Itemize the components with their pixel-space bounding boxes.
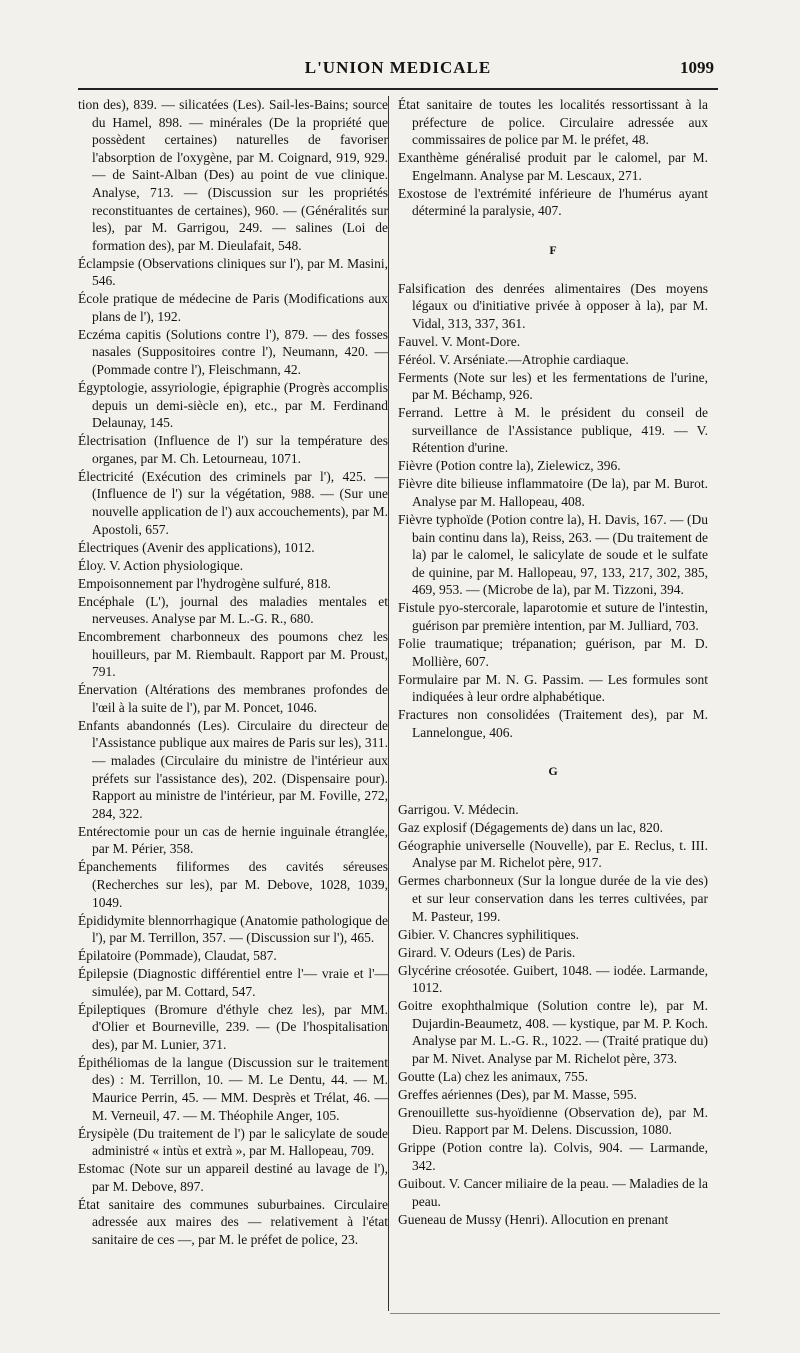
index-entry: Enfants abandonnés (Les). Circulaire du directeur de l'Assistance publique aux maires de Paris sur les), 311. — malades (Circulaire du ministre de l'intérieur aux préfets sur l'assistance des), 202. (Dispensaire pour). Rapport au ministre de l'intérieur, par M. Foville, 272, 284, 322. xyxy=(78,717,388,821)
index-entry: Exanthème généralisé produit par le calomel, par M. Engelmann. Analyse par M. Lescaux, 271. xyxy=(398,150,708,183)
section-letter-f: F xyxy=(549,242,557,257)
index-entry: Féréol. V. Arséniate.—Atrophie cardiaque. xyxy=(398,351,629,367)
section-g xyxy=(398,801,708,1228)
index-entry: Grippe (Potion contre la). Colvis, 904. — Larmande, 342. xyxy=(398,1140,708,1174)
index-entry: Encéphale (L'), journal des maladies mentales et nerveuses. Analyse par M. L.-G. R., 680. xyxy=(78,593,388,627)
page-header xyxy=(78,58,718,84)
index-entry: Électricité (Exécution des criminels par l'), 425. — (Influence de l') sur la végétation, 988. — (Sur une nouvelle application de l') aux accouchements), par M. Apostoli, 657. xyxy=(78,468,388,537)
index-entry: Formulaire par M. N. G. Passim. — Les formules sont indiquées à leur ordre alphabétique. xyxy=(398,671,708,705)
bottom-rule xyxy=(390,1313,720,1314)
index-entry: Fractures non consolidées (Traitement des), par M. Lannelongue, 406. xyxy=(398,707,708,740)
index-entry: Électrisation (Influence de l') sur la température des organes, par M. Ch. Letourneau, 1071. xyxy=(78,433,388,466)
index-entry: Empoisonnement par l'hydrogène sulfuré, 818. xyxy=(78,575,331,591)
index-entry: Électriques (Avenir des applications), 1012. xyxy=(78,539,315,555)
index-entry: Épileptiques (Bromure d'éthyle chez les), par MM. d'Olier et Bourneville, 239. — (De l'hospitalisation des), par M. Lunier, 371. xyxy=(78,1001,388,1052)
index-entry: Encombrement charbonneux des poumons chez les houilleurs, par M. Riembault. Rapport par M. Proust, 791. xyxy=(78,629,388,680)
index-entry: Ferments (Note sur les) et les fermentations de l'urine, par M. Béchamp, 926. xyxy=(398,369,708,403)
index-entry: Géographie universelle (Nouvelle), par E. Reclus, t. III. Analyse par M. Richelot père, 917. xyxy=(398,837,708,871)
index-entry: Fièvre dite bilieuse inflammatoire (De la), par M. Burot. Analyse par M. Hallopeau, 408. xyxy=(398,476,708,509)
index-entry: Estomac (Note sur un appareil destiné au lavage de l'), par M. Debove, 897. xyxy=(78,1161,388,1194)
index-entry: Épithéliomas de la langue (Discussion sur le traitement des) : M. Terrillon, 10. — M. Le Dentu, 44. — M. Maurice Perrin, 45. — MM. Desprès et Trélat, 46. — M. Verneuil, 47. — M. Théophile Anger, 105. xyxy=(78,1054,388,1123)
index-entry: Fistule pyo-stercorale, laparotomie et suture de l'intestin, guérison par première intention, par M. Julliard, 703. xyxy=(398,600,708,633)
index-entry: Éloy. V. Action physiologique. xyxy=(78,557,244,573)
index-entry: Glycérine créosotée. Guibert, 1048. — iodée. Larmande, 1012. xyxy=(398,962,708,996)
header-rule xyxy=(78,88,718,90)
index-entry: Exostose de l'extrémité inférieure de l'humérus ayant déterminé la paralysie, 407. xyxy=(398,185,708,219)
section-letter-g: G xyxy=(548,764,558,779)
index-entry: Entérectomie pour un cas de hernie inguinale étranglée, par M. Périer, 358. xyxy=(78,823,388,857)
index-entry: État sanitaire des communes suburbaines. Circulaire adressée aux maires des — relativement à l'état sanitaire de ces —, par M. le préfet de police, 23. xyxy=(78,1196,388,1247)
section-f xyxy=(398,280,708,742)
index-entry: Gaz explosif (Dégagements de) dans un lac, 820. xyxy=(398,819,664,835)
index-entry: Épilatoire (Pommade), Claudat, 587. xyxy=(78,948,277,964)
index-entry: École pratique de médecine de Paris (Modifications aux plans de l'), 192. xyxy=(78,291,388,324)
index-entry: Gibier. V. Chancres syphilitiques. xyxy=(398,926,579,942)
page-number: 1099 xyxy=(680,58,714,77)
index-entry: Falsification des denrées alimentaires (Des moyens légaux ou d'initiative privée à opposer à la), par M. Vidal, 313, 337, 361. xyxy=(398,280,708,331)
index-entry: Germes charbonneux (Sur la longue durée de la vie des) et sur leur conservation dans les terres cultivées, par M. Pasteur, 199. xyxy=(398,873,708,924)
index-entry: Eczéma capitis (Solutions contre l'), 879. — des fosses nasales (Suppositoires contre l'), Neumann, 420. — (Pommade contre l'), Fleischmann, 42. xyxy=(78,326,388,378)
index-entry: Érysipèle (Du traitement de l') par le salicylate de soude administré « intùs et extrà », par M. Hallopeau, 709. xyxy=(78,1125,388,1159)
column-divider xyxy=(388,96,389,1311)
index-entry: Folie traumatique; trépanation; guérison, par M. D. Mollière, 607. xyxy=(398,635,708,669)
index-entry: Égyptologie, assyriologie, épigraphie (Progrès accomplis depuis un demi-siècle en), etc., par M. Ferdinand Delaunay, 145. xyxy=(78,380,388,431)
index-entry: État sanitaire de toutes les localités ressortissant à la préfecture de police. Circulaire adressée aux commissaires de police par M. le préfet, 48. xyxy=(398,97,708,148)
index-entry: Gueneau de Mussy (Henri). Allocution en prenant xyxy=(398,1211,669,1227)
left-column xyxy=(78,96,388,1249)
index-entry: Goutte (La) chez les animaux, 755. xyxy=(398,1068,589,1084)
index-entry: Goitre exophthalmique (Solution contre le), par M. Dujardin-Beaumetz, 408. — kystique, par M. P. Koch. Analyse par M. L.-G. R., 1022. — (Traité pratique du) par M. Nivet. Analyse par M. Richelot père, 373. xyxy=(398,998,708,1066)
index-entry: Ferrand. Lettre à M. le président du conseil de surveillance de l'Assistance publique, 419. — V. Rétention d'urine. xyxy=(398,405,708,456)
index-entry: tion des), 839. — silicatées (Les). Sail-les-Bains; source du Hamel, 898. — minérales (De la propriété que possèdent certaines) naturelles de favoriser l'absorption de l'oxygène, par M. Coignard, 919, 929. — de Saint-Alban (Des) au point de vue clinique. Analyse, 713. — (Discussion sur les propriétés reconstituantes de certaines), 960. — (Généralités sur les), par M. Garrigou, 249. — salines (Loi de formation des), par M. Dieulafait, 548. xyxy=(78,97,388,253)
index-entry: Guibout. V. Cancer miliaire de la peau. — Maladies de la peau. xyxy=(398,1176,708,1209)
right-column xyxy=(398,96,708,1229)
index-entry: Épilepsie (Diagnostic différentiel entre l'— vraie et l'— simulée), par M. Cottard, 547. xyxy=(78,966,388,999)
section-e-continued xyxy=(398,96,708,220)
index-entry: Garrigou. V. Médecin. xyxy=(398,801,519,817)
index-entry: Greffes aériennes (Des), par M. Masse, 595. xyxy=(398,1086,637,1102)
index-entry: Girard. V. Odeurs (Les) de Paris. xyxy=(398,944,576,960)
journal-title: L'UNION MEDICALE xyxy=(304,58,492,77)
index-entry: Grenouillette sus-hyoïdienne (Observation de), par M. Dieu. Rapport par M. Delens. Discussion, 1080. xyxy=(398,1104,708,1138)
index-entry: Énervation (Altérations des membranes profondes de l'œil à la suite de l'), par M. Poncet, 1046. xyxy=(78,682,388,715)
index-entry: Épididymite blennorrhagique (Anatomie pathologique de l'), par M. Terrillon, 357. — (Discussion sur l'), 465. xyxy=(78,912,388,946)
index-entry: Fauvel. V. Mont-Dore. xyxy=(398,333,521,349)
index-entry: Fièvre typhoïde (Potion contre la), H. Davis, 167. — (Du bain continu dans la), Reiss, 263. — (Du traitement de la) par le calomel, le salicylate de soude et le sulfate de quinine, par M. Hallopeau, 97, 133, 217, 302, 385, 469, 953. — (Microbe de la), par M. Tizzoni, 394. xyxy=(398,511,708,598)
index-entry: Épanchements filiformes des cavités séreuses (Recherches sur les), par M. Debove, 1028, 1039, 1049. xyxy=(78,859,388,910)
index-entry: Éclampsie (Observations cliniques sur l'), par M. Masini, 546. xyxy=(78,255,388,289)
index-entry: Fièvre (Potion contre la), Zielewicz, 396. xyxy=(398,458,621,474)
